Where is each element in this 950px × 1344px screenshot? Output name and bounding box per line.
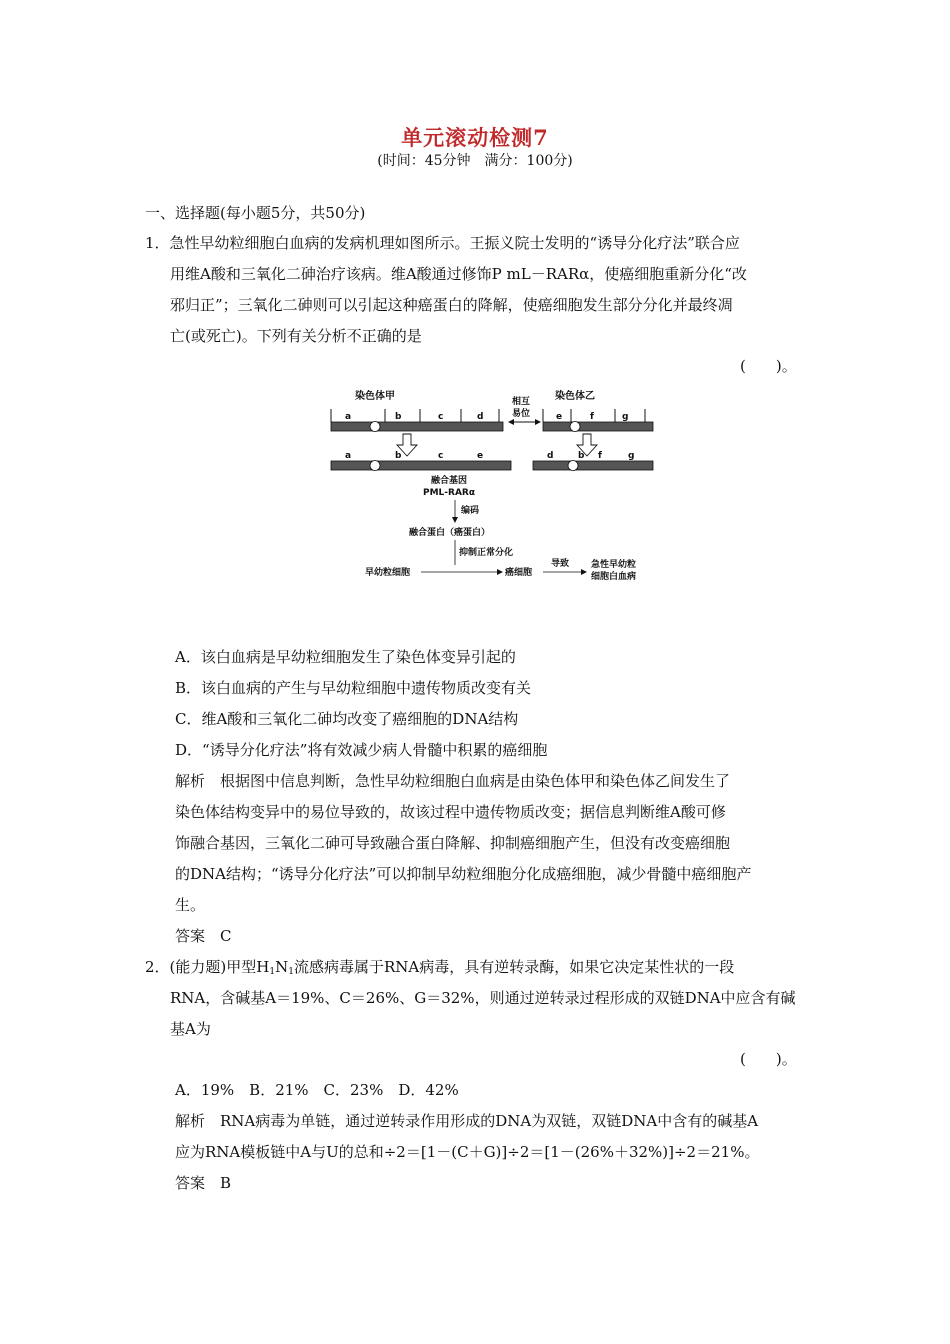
gene-yi-g: g [622, 412, 629, 422]
q2-stem-text-1: 2．(能力题)甲型H [145, 958, 270, 976]
gene-jia-c: c [438, 412, 444, 422]
chromosome-jia [331, 409, 503, 432]
label-disease-2: 细胞白血病 [591, 572, 637, 582]
fused-chromosome-1-bar [331, 461, 511, 470]
q1-option-d: D．“诱导分化疗法”将有效减少病人骨髓中积累的癌细胞 [175, 741, 548, 759]
q2-stem-line-2: RNA，含碱基A＝19%、C＝26%、G＝32%，则通过逆转录过程形成的双链DNA中应含有碱 [170, 989, 796, 1007]
q1-analysis-line-5: 生。 [175, 896, 206, 914]
label-fusion-protein: 融合蛋白（癌蛋白） [409, 528, 491, 538]
label-chrom-jia: 染色体甲 [355, 391, 395, 402]
q2-subscript-1: 1 [269, 967, 276, 977]
gene-fused1-e: e [477, 451, 484, 461]
q1-option-c: C．维A酸和三氧化二砷均改变了癌细胞的DNA结构 [175, 710, 519, 728]
q2-stem-line-1 [145, 957, 734, 982]
gene-fused1-c: c [438, 451, 444, 461]
gene-yi-e: e [556, 412, 563, 422]
q1-analysis-line-3: 饰融合基因，三氧化二砷可导致融合蛋白降解、抑制癌细胞产生，但没有改变癌细胞 [175, 834, 731, 852]
q1-analysis-line-2: 染色体结构变异中的易位导致的，故该过程中遗传物质改变；据信息判断维A酸可修 [175, 803, 726, 821]
gene-jia-d: d [477, 412, 484, 422]
q1-answer: 答案 C [175, 927, 232, 945]
page-subtitle: (时间：45分钟 满分：100分) [377, 153, 573, 169]
label-promyelocyte: 早幼粒细胞 [365, 568, 411, 578]
q2-analysis-line-1: 解析 RNA病毒为单链，通过逆转录作用形成的DNA为双链，双链DNA中含有的碱基A [175, 1112, 759, 1130]
label-encode: 编码 [461, 506, 480, 516]
chromosome-yi-bar [543, 422, 653, 431]
gene-fused2-b: b [578, 451, 585, 461]
q2-subscript-2: 1 [288, 967, 294, 977]
section-heading: 一、选择题(每小题5分，共50分) [145, 204, 366, 222]
translocation-diagram [325, 385, 665, 590]
label-disease-1: 急性早幼粒 [591, 560, 637, 570]
arrowhead-encode [452, 517, 458, 523]
q1-answer-blank: ( )。 [740, 357, 797, 375]
exchange-arrowhead-right [535, 419, 541, 425]
gene-jia-a: a [345, 412, 352, 422]
q2-stem-text-2: N [275, 958, 289, 976]
q1-analysis-line-4: 的DNA结构；“诱导分化疗法”可以抑制早幼粒细胞分化成癌细胞，减少骨髓中癌细胞产 [175, 865, 752, 883]
fused-chromosome-1 [331, 451, 511, 471]
arrowhead-lead-to [581, 569, 587, 575]
page-title: 单元滚动检测7 [401, 125, 549, 150]
chromosome-yi [543, 409, 653, 432]
gene-fused1-b: b [395, 451, 402, 461]
label-lead-to: 导致 [551, 559, 570, 569]
q1-stem-line-4: 亡(或死亡)。下列有关分析不正确的是 [170, 327, 422, 345]
q1-analysis-line-1: 解析 根据图中信息判断，急性早幼粒细胞白血病是由染色体甲和染色体乙间发生了 [175, 772, 731, 790]
label-exchange-2: 易位 [512, 409, 531, 419]
q1-stem-line-2: 用维A酸和三氧化二砷治疗该病。维A酸通过修饰P mL－RARα，使癌细胞重新分化“改 [170, 265, 747, 283]
chromosome-jia-bar [331, 422, 503, 431]
label-fusion-gene-1: 融合基因 [431, 476, 468, 486]
q2-stem-line-3: 基A为 [170, 1020, 211, 1038]
centromere-jia [370, 422, 380, 432]
q2-answer-blank: ( )。 [740, 1050, 797, 1068]
centromere-fused2 [568, 461, 578, 471]
label-cancer-cell: 癌细胞 [505, 568, 533, 578]
label-exchange-1: 相互 [512, 397, 531, 407]
centromere-fused1 [370, 461, 380, 471]
label-inhibit: 抑制正常分化 [459, 548, 514, 558]
fused-chromosome-2-bar [533, 461, 653, 470]
gene-fused2-d: d [547, 451, 554, 461]
q1-option-b: B．该白血病的产生与早幼粒细胞中遗传物质改变有关 [175, 679, 532, 697]
label-chrom-yi: 染色体乙 [555, 391, 595, 402]
q2-stem-text-3: 流感病毒属于RNA病毒，具有逆转录酶，如果它决定某性状的一段 [293, 958, 735, 976]
q1-option-a: A．该白血病是早幼粒细胞发生了染色体变异引起的 [175, 648, 516, 666]
gene-jia-b: b [395, 412, 402, 422]
fused-chromosome-2 [533, 451, 653, 471]
label-fusion-gene-2: PML-RARα [423, 488, 476, 498]
gene-fused2-g: g [628, 451, 635, 461]
q2-answer: 答案 B [175, 1174, 232, 1192]
q1-stem-line-3: 邪归正”；三氧化二砷则可以引起这种癌蛋白的降解，使癌细胞发生部分分化并最终凋 [170, 296, 733, 314]
exchange-arrowhead-left [508, 419, 514, 425]
gene-yi-f: f [590, 412, 594, 422]
centromere-yi [570, 422, 580, 432]
q2-options: A．19% B．21% C．23% D．42% [175, 1081, 459, 1099]
gene-fused1-a: a [345, 451, 352, 461]
arrowhead-to-cancer [497, 569, 503, 575]
gene-fused2-f: f [598, 451, 602, 461]
q1-stem-line-1: 1．急性早幼粒细胞白血病的发病机理如图所示。王振义院士发明的“诱导分化疗法”联合应 [145, 234, 740, 252]
q2-analysis-line-2: 应为RNA模板链中A与U的总和÷2＝[1－(C＋G)]÷2＝[1－(26%＋32%)]÷2＝21%。 [175, 1143, 760, 1161]
